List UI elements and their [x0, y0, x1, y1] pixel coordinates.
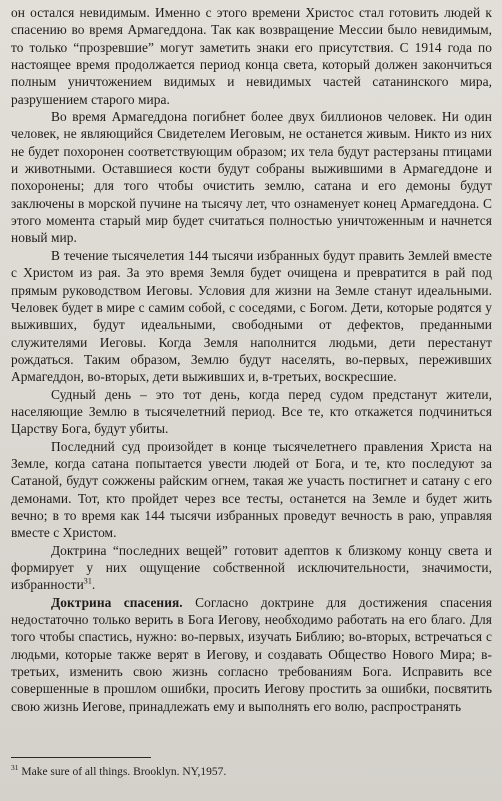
paragraph-3	[11, 247, 492, 386]
paragraph-5	[11, 438, 492, 542]
footnote-reference[interactable]: 31	[83, 576, 92, 586]
paragraph-4	[11, 386, 492, 438]
paragraph-3-text: В течение тысячелетия 144 тысячи избранных будут править Землей вместе с Христом из рая. За это время Земля будет очищена и превратится в рай под прямым руководством Иеговы. Условия для жизни на Земле станут идеальными. Человек будет в мире с самим собой, с соседями, с Богом. Дети, которые родятся у выживших, будут идеальными, свободными от дефектов, преданными служителями Иеговы. Когда Земля наполнится людьми, дети перестанут рождаться. Таким образом, Землю будут населять, во-первых, переживших Армагеддон, во-вторых, дети выживших и, в-третьих, воскресшие.	[11, 247, 492, 385]
paragraph-6-end: .	[91, 577, 96, 593]
footnote-text: Make sure of all things. Brooklyn. NY,1957.	[21, 766, 227, 778]
paragraph-5-text: Последний суд произойдет в конце тысячелетнего правления Христа на Земле, когда сатана попытается увести людей от Бога, и те, кто последуют за Сатаной, будут сожжены райским огнем, такая же участь постигнет и сатану с его демонами. Тот, кто пройдет через все тесты, останется на Земле и будет жить вечно; в то время как 144 тысячи избранных проведут вечность в раю, управляя вместе с Христом.	[11, 438, 492, 541]
footnote-number: 31	[11, 763, 19, 773]
paragraph-7	[11, 594, 492, 715]
paragraph-6-text: Доктрина “последних вещей” готовит адептов к близкому концу света и формирует у них ощущение собственной исключительности, значимости, избранности	[11, 542, 492, 593]
footnote	[11, 765, 226, 779]
paragraph-6	[11, 542, 492, 594]
paragraph-1-text: он остался невидимым. Именно с этого времени Христос стал готовить людей к спасению во время Армагеддона. Так как возвращение Мессии было невидимым, то только “прозревшие” могут заметить знаки его присутствия. С 1914 года по настоящее время продолжается период конца света, который должен закончиться полным уничтожением видимых и невидимых частей сатанинского мира, разрушением старого мира.	[11, 5, 492, 107]
paragraph-4-text: Судный день – это тот день, когда перед судом предстанут жители, населяющие Землю в тысячелетний период. Все те, кто откажется подчиниться Царству Бога, будут убиты.	[11, 386, 492, 437]
paragraph-7-text: Согласно доктрине для достижения спасения недостаточно только верить в Бога Иегову, необходимо работать на его благо. Для того чтобы спастись, нужно: во-первых, изучать Библию; во-вторых, встречаться с людьми, которые также верят в Иегову, и создавать Общество Нового Мира; в-третьих, изменить свою жизнь согласно требованиям Бога. Исправить все совершенные в прошлом ошибки, просить Иегову простить за ошибки, посвятить свою жизнь Иегове, принадлежать ему и выполнять его волю, распространять	[11, 594, 492, 714]
section-heading-salvation: Доктрина спасения.	[51, 594, 183, 610]
paragraph-2-text: Во время Армагеддона погибнет более двух биллионов человек. Ни один человек, не являющийся Свидетелем Иеговым, не останется живым. Никто из них не будет похоронен соответствующим образом; их тела будут растерзаны птицами и животными. Оставшиеся кости будут собраны выжившими в Армагеддоне и похоронены; для того чтобы очистить землю, сатана и его демоны будут заключены в морской пучине на тысячу лет, что ознаменует конец Армагеддона. С этого момента старый мир будет считаться полностью уничтоженным и начнется новый мир.	[11, 109, 492, 246]
body-text	[11, 4, 492, 715]
paragraph-1	[11, 4, 492, 108]
paragraph-2	[11, 108, 492, 247]
footnote-divider	[11, 757, 151, 758]
